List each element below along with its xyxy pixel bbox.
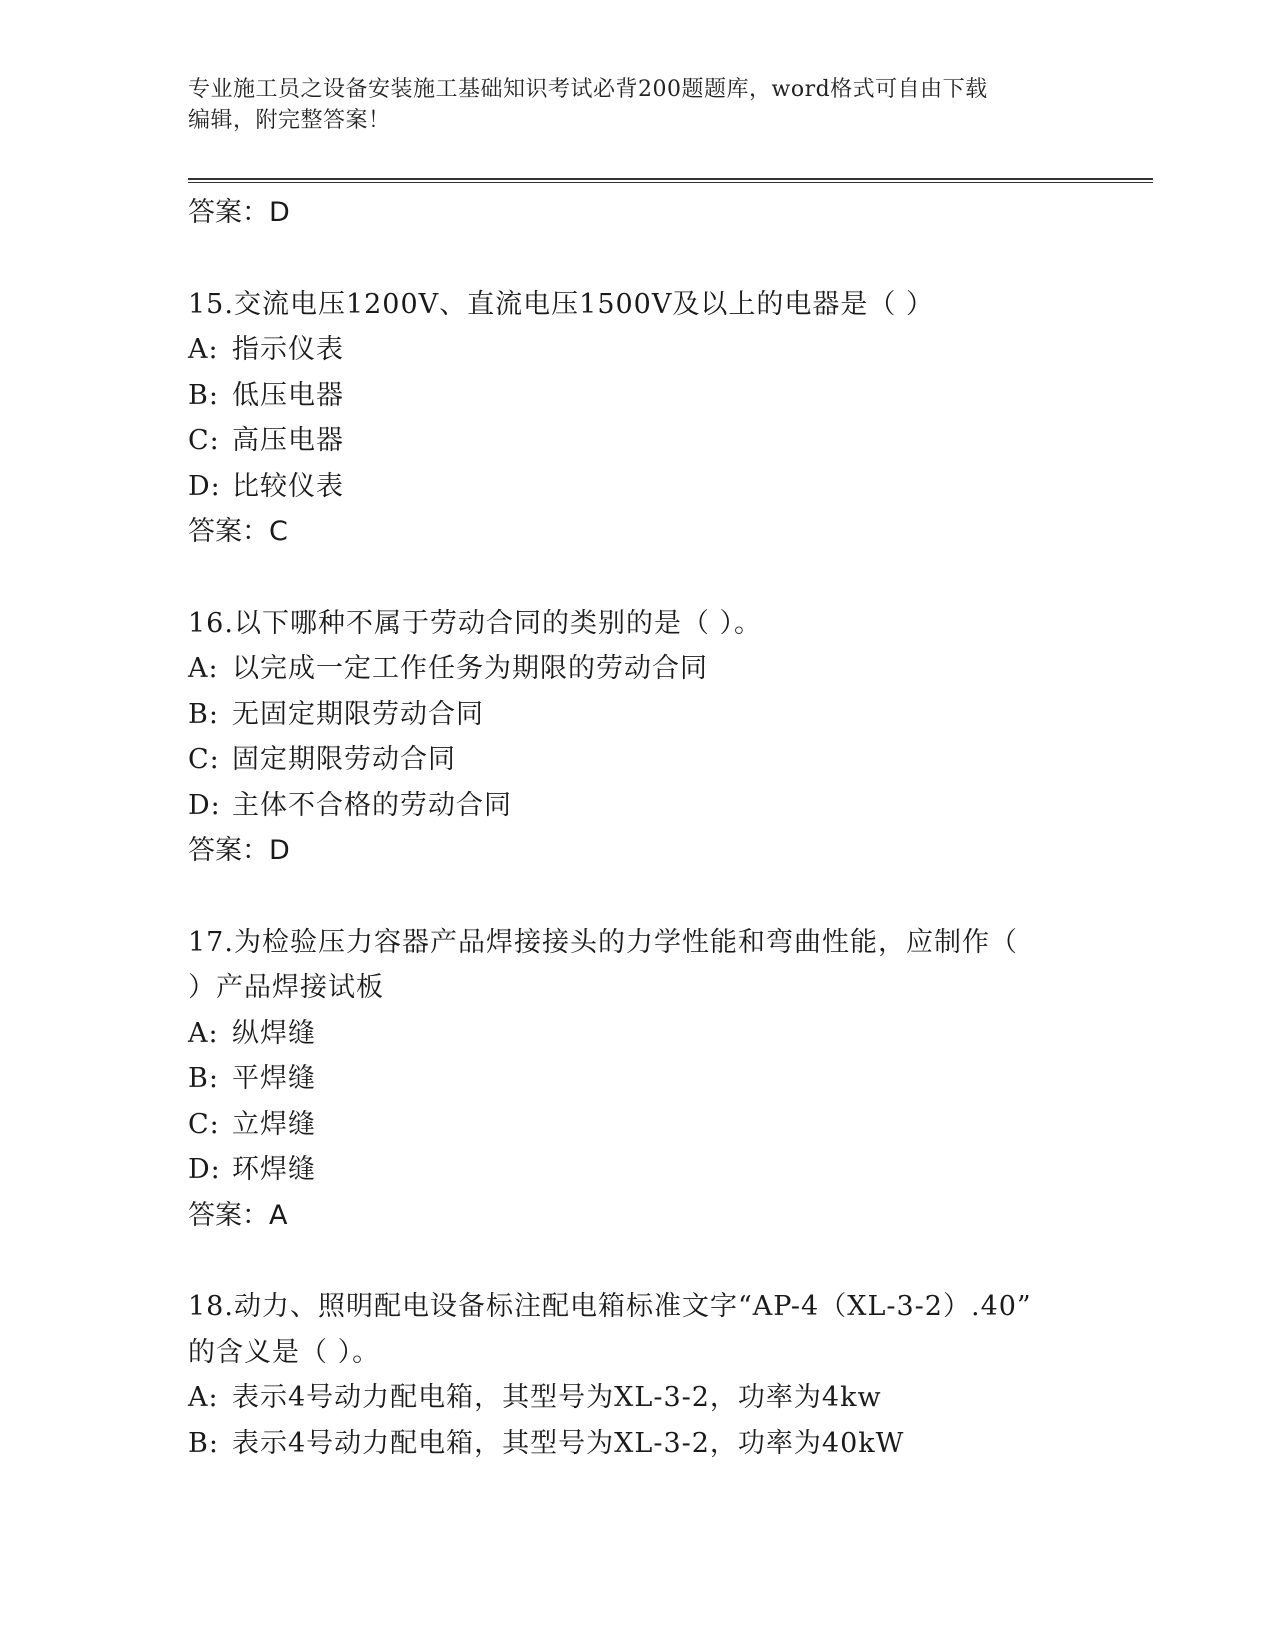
option-letter: B:	[188, 698, 219, 730]
option-text: 表示4号动力配电箱，其型号为XL-3-2，功率为4kw	[232, 1382, 882, 1413]
option-a	[188, 1011, 1128, 1057]
option-text: 纵焊缝	[232, 1017, 316, 1049]
option-text: 环焊缝	[232, 1154, 316, 1185]
header-line-2: 编辑，附完整答案！	[188, 108, 391, 133]
question-15	[188, 282, 1128, 555]
option-letter: C:	[188, 425, 220, 456]
answer-label: 答案：D	[188, 835, 290, 866]
previous-answer: 答案：D	[188, 197, 290, 228]
option-b	[188, 1421, 1128, 1467]
option-a	[188, 646, 1128, 692]
option-letter: B:	[188, 1427, 219, 1459]
option-text: 主体不合格的劳动合同	[232, 789, 512, 821]
option-letter: C:	[188, 1108, 220, 1140]
option-text: 无固定期限劳动合同	[232, 698, 484, 730]
option-text: 立焊缝	[232, 1108, 316, 1140]
question-stem: 15.交流电压1200V、直流电压1500V及以上的电器是（ ）	[188, 288, 934, 320]
option-text: 指示仪表	[232, 334, 344, 365]
question-stem-line-2: 的含义是（ ）。	[188, 1336, 381, 1368]
option-letter: D:	[188, 789, 221, 821]
question-list	[188, 190, 1128, 1466]
option-a	[188, 1375, 1128, 1421]
option-b	[188, 373, 1128, 419]
option-b	[188, 692, 1128, 738]
option-letter: C:	[188, 744, 220, 775]
option-text: 比较仪表	[232, 470, 344, 502]
option-letter: D:	[188, 1154, 221, 1185]
question-stem-line-1: 17.为检验压力容器产品焊接接头的力学性能和弯曲性能，应制作（	[188, 926, 1018, 958]
spacer	[188, 1238, 1128, 1284]
answer-label: 答案：C	[188, 516, 288, 547]
option-d	[188, 464, 1128, 510]
option-text: 高压电器	[232, 425, 344, 456]
option-text: 低压电器	[232, 379, 344, 411]
answer-label: 答案：A	[188, 1199, 288, 1231]
option-text: 固定期限劳动合同	[232, 744, 456, 775]
question-stem: 16.以下哪种不属于劳动合同的类别的是（ ）。	[188, 607, 763, 639]
option-text: 以完成一定工作任务为期限的劳动合同	[232, 653, 708, 684]
question-stem-line-2: ）产品焊接试板	[188, 972, 384, 1003]
option-d	[188, 1147, 1128, 1193]
option-letter: B:	[188, 1063, 219, 1094]
option-letter: A:	[188, 334, 219, 365]
question-16	[188, 601, 1128, 874]
spacer	[188, 236, 1128, 282]
question-17	[188, 920, 1128, 1239]
option-c	[188, 1102, 1128, 1148]
document-header	[188, 74, 1068, 136]
option-c	[188, 418, 1128, 464]
header-divider	[188, 178, 1153, 183]
option-letter: A:	[188, 1017, 219, 1049]
option-c	[188, 737, 1128, 783]
option-letter: B:	[188, 379, 219, 411]
option-letter: D:	[188, 470, 221, 502]
question-18	[188, 1284, 1128, 1466]
spacer	[188, 874, 1128, 920]
option-letter: A:	[188, 653, 219, 684]
header-line-1: 专业施工员之设备安装施工基础知识考试必背200题题库，word格式可自由下载	[188, 77, 988, 102]
option-letter: A:	[188, 1382, 219, 1413]
option-b	[188, 1056, 1128, 1102]
spacer	[188, 555, 1128, 601]
option-text: 表示4号动力配电箱，其型号为XL-3-2，功率为40kW	[232, 1427, 905, 1459]
option-text: 平焊缝	[232, 1063, 316, 1094]
question-stem-line-1: 18.动力、照明配电设备标注配电箱标准文字“AP-4（XL-3-2）.40”	[188, 1291, 1032, 1322]
option-d	[188, 783, 1128, 829]
option-a	[188, 327, 1128, 373]
